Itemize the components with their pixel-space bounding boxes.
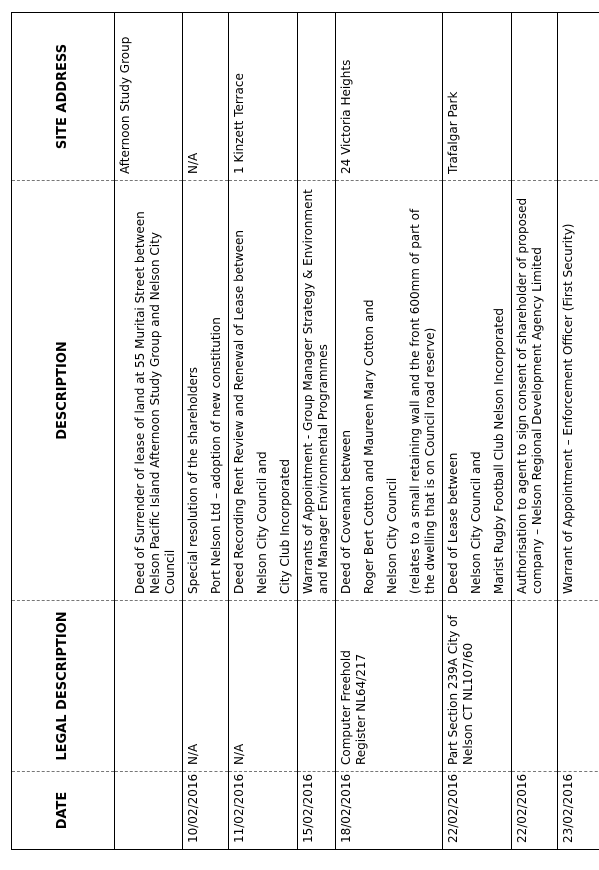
table-body bbox=[115, 13, 599, 850]
cell-legal-description: N/A bbox=[229, 601, 298, 772]
table-row bbox=[183, 13, 229, 850]
cell-description bbox=[115, 181, 183, 601]
header-site-address: SITE ADDRESS bbox=[12, 13, 115, 181]
register-table bbox=[11, 12, 599, 850]
description-line: Port Nelson Ltd – adoption of new constitution bbox=[209, 317, 223, 594]
cell-site-address bbox=[558, 13, 599, 181]
cell-site-address: N/A bbox=[183, 13, 229, 181]
description-line: Deed of Surrender of lease of land at 55 Muritai Street between Nelson Pacific Island Afternoon Study Group and Nelson City Council bbox=[133, 211, 177, 594]
cell-description bbox=[298, 181, 336, 601]
cell-date bbox=[115, 772, 183, 850]
cell-description bbox=[229, 181, 298, 601]
header-description: DESCRIPTION bbox=[12, 181, 115, 601]
cell-legal-description bbox=[298, 601, 336, 772]
cell-description bbox=[512, 181, 558, 601]
cell-site-address: Afternoon Study Group bbox=[115, 13, 183, 181]
table-row bbox=[115, 13, 183, 850]
cell-date: 23/02/2016 bbox=[558, 772, 599, 850]
description-line: Deed of Lease between bbox=[446, 452, 460, 594]
table-row bbox=[229, 13, 298, 850]
cell-description bbox=[443, 181, 512, 601]
description-line: (relates to a small retaining wall and the front 600mm of part of the dwelling that is on Council road reserve) bbox=[408, 208, 437, 594]
table-row bbox=[443, 13, 512, 850]
cell-site-address: Trafalgar Park bbox=[443, 13, 512, 181]
description-line: Nelson City Council and bbox=[469, 451, 483, 594]
header-legal-description: LEGAL DESCRIPTION bbox=[12, 601, 115, 772]
table-row bbox=[558, 13, 599, 850]
description-line: Special resolution of the shareholders bbox=[186, 366, 200, 594]
cell-date: 10/02/2016 bbox=[183, 772, 229, 850]
header-date: DATE bbox=[12, 772, 115, 850]
cell-date: 15/02/2016 bbox=[298, 772, 336, 850]
cell-legal-description: N/A bbox=[183, 601, 229, 772]
cell-legal-description bbox=[558, 601, 599, 772]
cell-description bbox=[336, 181, 443, 601]
cell-site-address: 24 Victoria Heights bbox=[336, 13, 443, 181]
description-line: Roger Bert Cotton and Maureen Mary Cotton and bbox=[362, 299, 376, 594]
cell-site-address bbox=[298, 13, 336, 181]
cell-legal-description bbox=[115, 601, 183, 772]
description-line: Authorisation to agent to sign consent of shareholder of proposed company – Nelson Regional Development Agency Limited bbox=[515, 197, 544, 594]
cell-legal-description: Computer Freehold Register NL64/217 bbox=[336, 601, 443, 772]
cell-date: 11/02/2016 bbox=[229, 772, 298, 850]
cell-legal-description: Part Section 239A City of Nelson CT NL107/60 bbox=[443, 601, 512, 772]
description-line: Warrant of Appointment – Enforcement Officer (First Security) bbox=[561, 223, 575, 594]
cell-description bbox=[183, 181, 229, 601]
table-row bbox=[298, 13, 336, 850]
description-line: Marist Rugby Football Club Nelson Incorporated bbox=[492, 307, 506, 594]
table-row bbox=[336, 13, 443, 850]
cell-description bbox=[558, 181, 599, 601]
description-line: Nelson City Council and bbox=[255, 451, 269, 594]
description-line: Warrants of Appointment - Group Manager Strategy & Environment and Manager Environmental Programmes bbox=[301, 189, 330, 594]
cell-site-address bbox=[512, 13, 558, 181]
table-header-row bbox=[12, 13, 115, 850]
cell-legal-description bbox=[512, 601, 558, 772]
table-row bbox=[512, 13, 558, 850]
description-line: Deed of Covenant between bbox=[339, 430, 353, 594]
cell-date: 22/02/2016 bbox=[512, 772, 558, 850]
description-line: City Club Incorporated bbox=[278, 458, 292, 594]
description-line: Deed Recording Rent Review and Renewal of Lease between bbox=[232, 229, 246, 594]
cell-date: 18/02/2016 bbox=[336, 772, 443, 850]
cell-site-address: 1 Kinzett Terrace bbox=[229, 13, 298, 181]
cell-date: 22/02/2016 bbox=[443, 772, 512, 850]
description-line: Nelson City Council bbox=[385, 477, 399, 594]
